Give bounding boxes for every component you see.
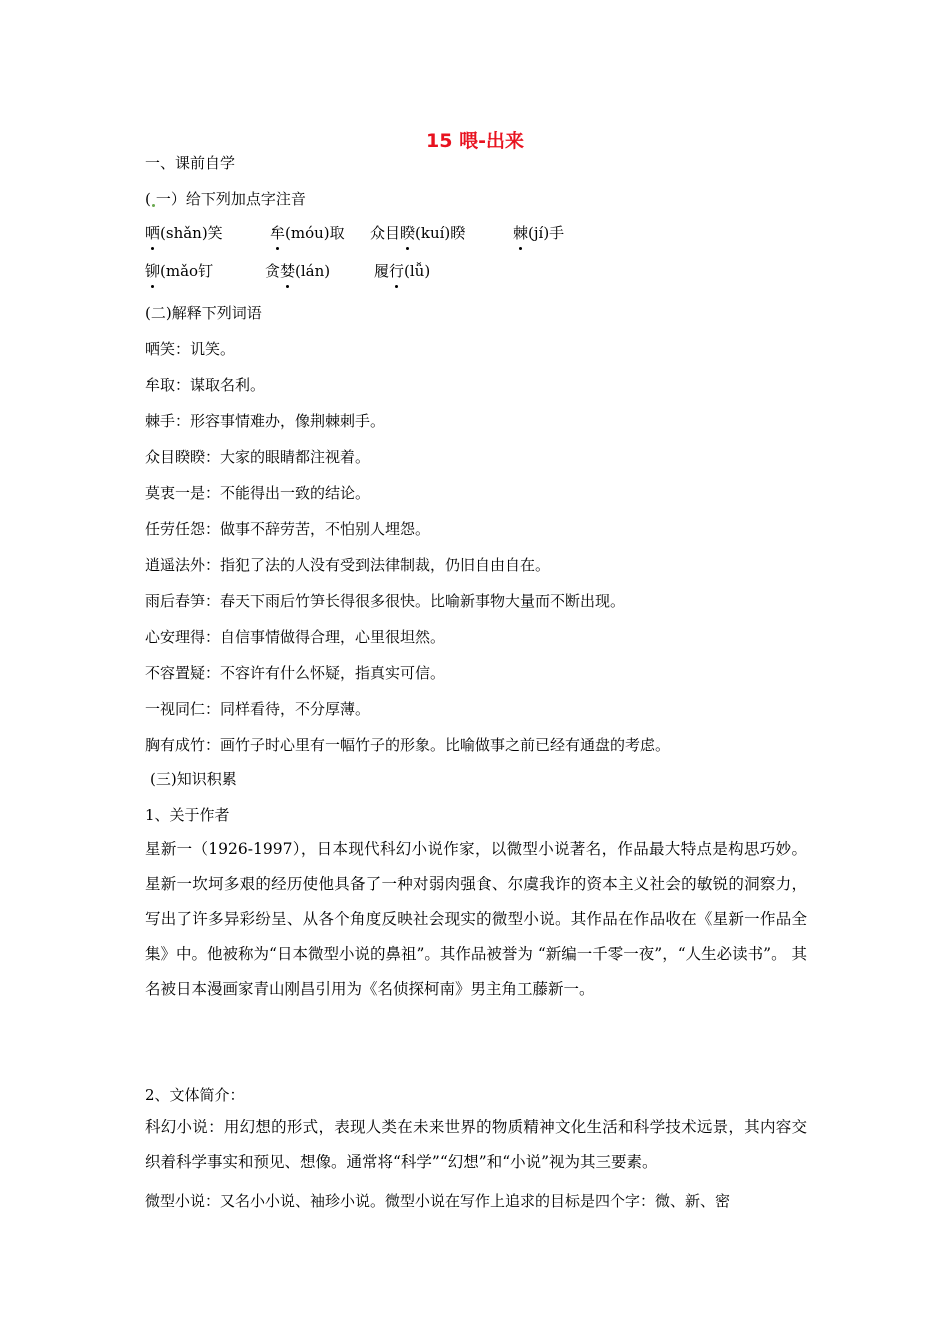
subsection-heading-pinyin: ( 一）给下列加点字注音 <box>145 190 306 208</box>
dotted-char: 睽 <box>400 224 416 242</box>
genre-heading: 2、文体简介： <box>145 1086 245 1104</box>
author-paragraph: 星新一（1926-1997），日本现代科幻小说作家，以微型小说著名，作品最大特点是构思巧妙。星新一坎坷多艰的经历使他具备了一种对弱肉强食、尔虞我诈的资本主义社会的敏锐的洞察力，写出了许多异彩纷呈、从各个角度反映社会现实的微型小说。其作品在作品收在《星新一作品全集》中。他被称为“日本微型小说的鼻祖”。其作品被誉为 “新编一千零一夜”，“人生必读书”。 其名被日本漫画家青山刚昌引用为《名侦探柯南》男主角工藤新一。 <box>145 840 807 998</box>
term-definition: 雨后春笋：春天下雨后竹笋长得很多很快。比喻新事物大量而不断出现。 <box>145 592 626 610</box>
term-definition: 心安理得：自信事情做得合理，心里很坦然。 <box>145 628 446 646</box>
micro-fiction-paragraph: 微型小说：又名小小说、袖珍小说。微型小说在写作上追求的目标是四个字：微、新、密 <box>145 1192 731 1210</box>
term-definition: 逍遥法外：指犯了法的人没有受到法律制裁，仍旧自由自在。 <box>145 556 551 574</box>
dotted-char: 行 <box>389 262 405 280</box>
pinyin-item: 众目睽(kuí)睽 <box>370 224 466 242</box>
term-definition: 莫衷一是：不能得出一致的结论。 <box>145 484 371 502</box>
section-heading-preview: 一、课前自学 <box>145 154 236 172</box>
dotted-char: 牟 <box>270 224 286 242</box>
dotted-char: 婪 <box>280 262 296 280</box>
pinyin-item: 牟(móu)取 <box>270 224 345 242</box>
pinyin-item: 棘(jí)手 <box>513 224 565 242</box>
green-dot-mark <box>152 204 155 207</box>
pinyin-item: 铆(mǎo钉 <box>145 262 214 280</box>
dotted-char: 棘 <box>513 224 529 242</box>
term-definition: 不容置疑：不容许有什么怀疑，指真实可信。 <box>145 664 446 682</box>
term-definition: 一视同仁：同样看待，不分厚薄。 <box>145 700 371 718</box>
dotted-char: 铆 <box>145 262 161 280</box>
pinyin-item: 履行(lǚ) <box>374 262 431 280</box>
pinyin-item: 贪婪(lán) <box>265 262 331 280</box>
subsection-heading-terms: (二)解释下列词语 <box>145 304 262 322</box>
dotted-char: 哂 <box>145 224 161 242</box>
term-definition: 棘手：形容事情难办，像荆棘刺手。 <box>145 412 386 430</box>
subsection-heading-knowledge: (三)知识积累 <box>150 770 237 788</box>
scifi-paragraph: 科幻小说：用幻想的形式，表现人类在未来世界的物质精神文化生活和科学技术远景，其内容交织着科学事实和预见、想像。通常将“科学”“幻想”和“小说”视为其三要素。 <box>145 1118 807 1171</box>
term-definition: 牟取：谋取名利。 <box>145 376 266 394</box>
pinyin-item: 哂(shǎn)笑 <box>145 224 223 242</box>
term-definition: 任劳任怨：做事不辞劳苦，不怕别人埋怨。 <box>145 520 431 538</box>
term-definition: 哂笑：讥笑。 <box>145 340 236 358</box>
term-definition: 胸有成竹：画竹子时心里有一幅竹子的形象。比喻做事之前已经有通盘的考虑。 <box>145 736 671 754</box>
author-heading: 1、关于作者 <box>145 806 230 824</box>
page-title: 15 喂-出来 <box>426 130 524 152</box>
term-definition: 众目睽睽：大家的眼睛都注视着。 <box>145 448 371 466</box>
